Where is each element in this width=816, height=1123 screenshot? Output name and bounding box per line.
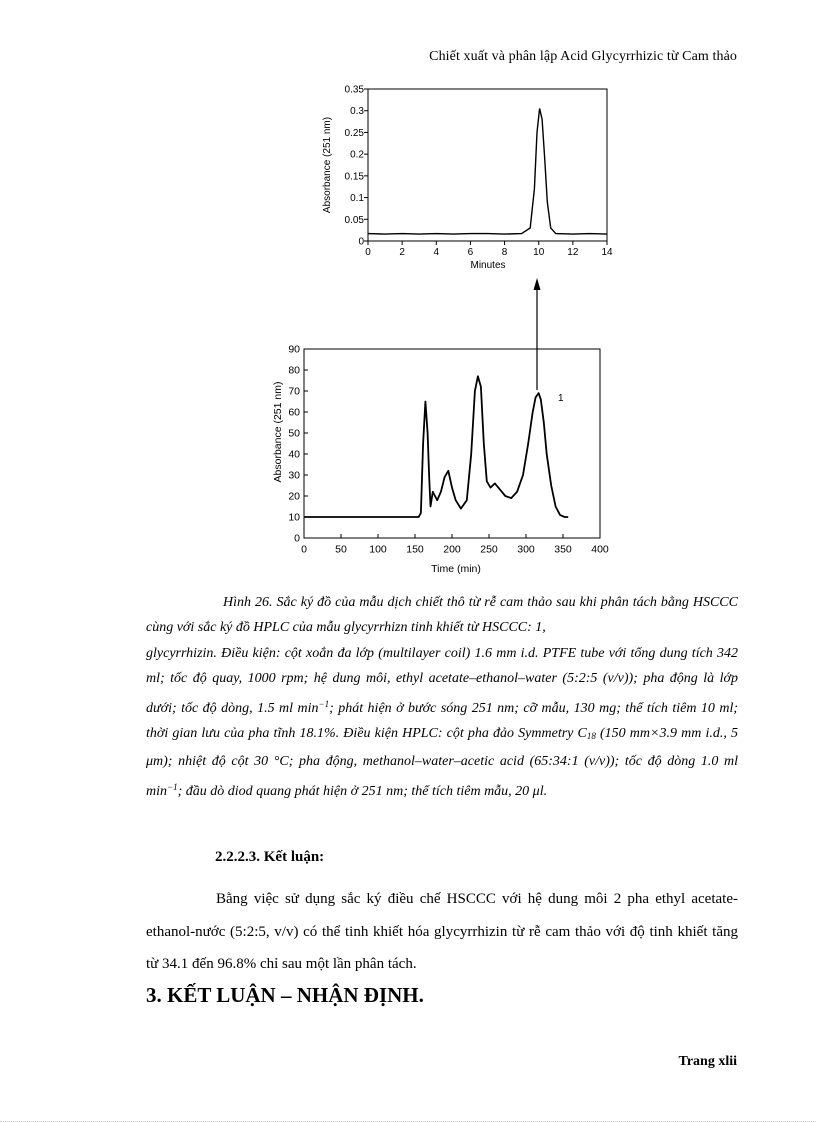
- hplc-y-tick-label: 0.25: [344, 127, 364, 139]
- hplc-y-tick-label: 0.05: [344, 214, 364, 226]
- hsccc-y-tick-label: 0: [294, 532, 300, 545]
- peak-1-label: 1: [557, 393, 564, 405]
- hsccc-x-tick-label: 200: [443, 543, 461, 556]
- hplc-y-tick-label: 0.3: [350, 106, 364, 118]
- arrow-to-hplc: [534, 278, 541, 390]
- hplc-y-tick-label: 0.15: [344, 171, 364, 183]
- caption-text-a: glycyrrhizin. Điều kiện: cột xoắn đa lớp (multilayer coil) 1.6 mm i.d. PTFE tube với tổng dung tích 342 ml; tốc độ quay, 1000 rpm; hệ dung môi, ethyl acetate–ethanol–water (5:2:5 (v/v)); pha động là lớp dưới; tốc độ dòng, 1.5 ml min: [146, 645, 738, 716]
- hsccc-y-tick-label: 10: [288, 511, 300, 524]
- hplc-x-tick-label: 12: [567, 247, 579, 258]
- hsccc-x-tick-label: 300: [517, 543, 535, 556]
- hplc-x-tick-label: 6: [467, 247, 474, 258]
- hplc-x-tick-label: 2: [399, 247, 405, 258]
- caption-subscript-18: 18: [586, 731, 596, 742]
- page-number: Trang xlii: [678, 1054, 737, 1069]
- hplc-x-tick-label: 14: [601, 247, 613, 258]
- hsccc-y-tick-label: 50: [288, 427, 300, 440]
- hplc-x-tick-label: 8: [501, 247, 508, 258]
- hsccc-x-tick-label: 150: [406, 543, 424, 556]
- hsccc-y-tick-label: 70: [288, 385, 300, 398]
- hplc-x-tick-label: 10: [533, 247, 545, 258]
- hsccc-chart: [272, 344, 609, 575]
- caption-text-b: ; phát hiện ở bước sóng 251 nm; cỡ mẫu, 130 mg; thể tích tiêm 10 ml; thời gian lưu của pha tĩnh 18.1%. Điều kiện HPLC: cột pha đảo Symmetry C: [146, 700, 739, 742]
- hsccc-y-tick-label: 40: [288, 448, 300, 461]
- hplc-y-tick-label: 0.35: [344, 84, 364, 96]
- hsccc-x-tick-label: 0: [301, 543, 307, 556]
- caption-superscript-2: −1: [167, 781, 178, 792]
- hsccc-x-tick-label: 250: [480, 543, 498, 556]
- caption-conditions: [146, 641, 738, 804]
- hsccc-y-tick-label: 20: [288, 490, 300, 503]
- hsccc-x-tick-label: 100: [369, 543, 387, 556]
- caption-text-c: (150 mm×3.9 mm i.d., 5 μm); nhiệt độ cột 30 °C; pha động, methanol–water–acetic acid (65:34:1 (v/v)); tốc độ dòng 1.0 ml min: [146, 726, 738, 799]
- caption-title: Hình 26. Sắc ký đồ của mẫu dịch chiết thô từ rễ cam thảo sau khi phân tách bằng HSCCC cùng với sắc ký đồ HPLC của mẫu glycyrrhizn tinh khiết từ HSCCC: 1,: [146, 595, 738, 636]
- hsccc-x-axis-label: Time (min): [431, 563, 481, 575]
- hsccc-series-line: [304, 376, 568, 517]
- caption-superscript-1: −1: [318, 698, 330, 709]
- conclusion-text: Bằng việc sử dụng sắc ký điều chế HSCCC với hệ dung môi 2 pha ethyl acetate-ethanol-nước (5:2:5, v/v) có thể tinh khiết hóa glycyrrhizin từ rễ cam thảo với độ tinh khiết tăng từ 34.1 đến 96.8% chỉ sau một lần phân tách.: [146, 891, 738, 972]
- hplc-x-tick-label: 4: [433, 247, 440, 258]
- conclusion-paragraph: [146, 883, 738, 981]
- hplc-y-tick-label: 0: [358, 236, 364, 248]
- hsccc-ticks: [288, 344, 609, 556]
- hplc-series-line: [368, 109, 607, 235]
- hplc-y-tick-label: 0.1: [350, 193, 364, 205]
- hplc-ticks: [345, 85, 613, 259]
- hsccc-y-tick-label: 80: [288, 364, 300, 377]
- figure-caption: [146, 590, 738, 804]
- hplc-x-tick-label: 0: [365, 247, 371, 258]
- caption-text-d: ; đầu dò diod quang phát hiện ở 251 nm; thể tích tiêm mẫu, 20 μl.: [177, 783, 548, 799]
- hplc-x-axis-label: Minutes: [470, 260, 506, 271]
- hplc-y-axis-label: Absorbance (251 nm): [322, 116, 333, 214]
- hplc-chart: [322, 85, 613, 272]
- bottom-rule: [0, 1121, 816, 1122]
- hsccc-plot-frame: [304, 349, 600, 538]
- main-heading: 3. KẾT LUẬN – NHẬN ĐỊNH.: [146, 983, 424, 1007]
- hsccc-y-tick-label: 30: [288, 469, 300, 482]
- hsccc-y-axis-label: Absorbance (251 nm): [272, 381, 284, 483]
- hsccc-x-tick-label: 50: [335, 543, 347, 556]
- arrow-head: [534, 278, 541, 290]
- section-heading: 2.2.2.3. Kết luận:: [215, 849, 325, 865]
- hsccc-x-tick-label: 350: [554, 543, 572, 556]
- hplc-plot-frame: [368, 89, 607, 241]
- hsccc-y-tick-label: 60: [288, 406, 300, 419]
- hsccc-y-tick-label: 90: [288, 343, 300, 356]
- hplc-y-tick-label: 0.2: [350, 149, 364, 161]
- running-header: Chiết xuất và phân lập Acid Glycyrrhizic từ Cam thảo: [429, 49, 737, 64]
- hsccc-x-tick-label: 400: [591, 543, 609, 556]
